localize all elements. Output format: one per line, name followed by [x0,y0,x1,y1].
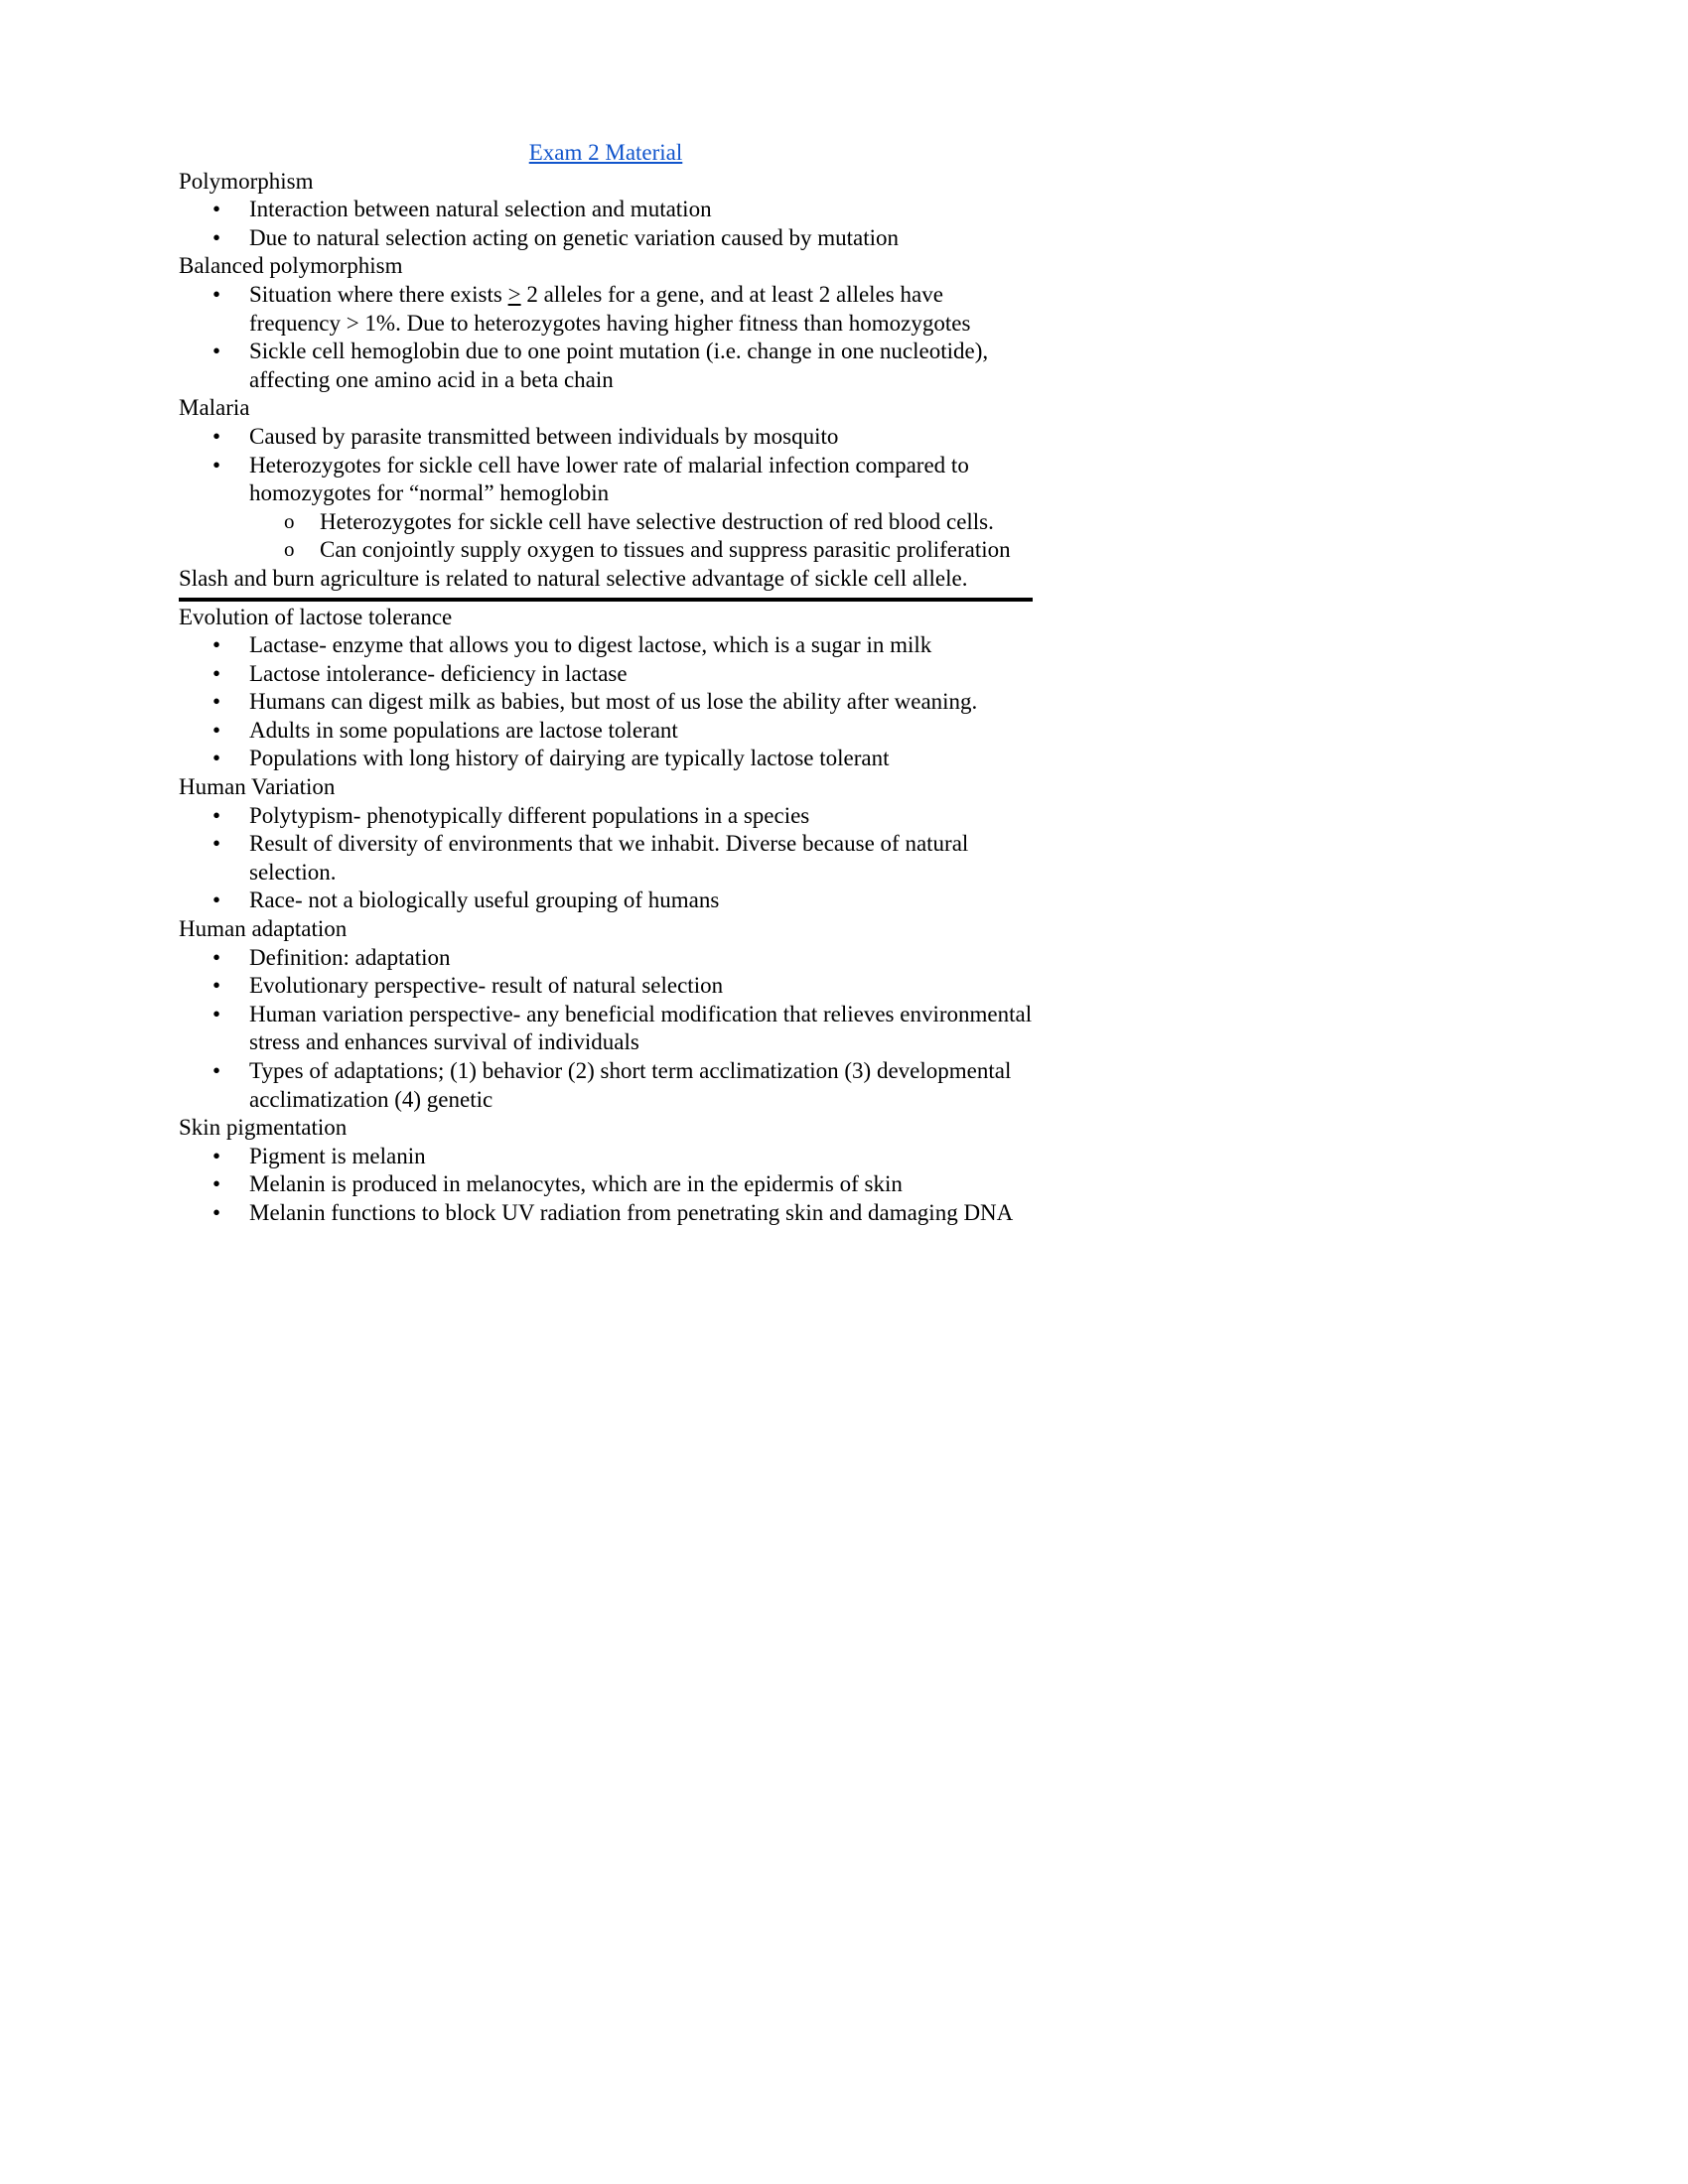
bullet-text [249,282,970,336]
bullet-text: Melanin is produced in melanocytes, which are in the epidermis of skin [249,1171,903,1197]
list-item [179,452,1033,508]
list-item [179,1170,1033,1199]
list-item [179,944,1033,973]
bullet-icon: • [212,197,221,222]
bullet-text: Lactase- enzyme that allows you to digest lactose, which is a sugar in milk [249,632,932,658]
bullet-text: Caused by parasite transmitted between individuals by mosquito [249,423,839,449]
section-heading-polymorphism: Polymorphism [179,168,314,194]
list-item [179,1199,1033,1228]
bullet-text: Interaction between natural selection and mutation [249,197,712,222]
list-item [179,338,1033,394]
bullet-text: Human variation perspective- any beneficial modification that relieves environmental stress and enhances survival of individuals [249,1001,1033,1055]
list-item [179,224,1033,253]
bullet-icon: • [212,973,221,999]
bullet-text-post: 2 alleles for a gene, and at least 2 alleles have frequency > 1%. Due to heterozygotes having higher fitness than homozygotes [249,281,971,336]
list-item [179,1057,1033,1114]
section-heading-malaria: Malaria [179,395,250,421]
bullet-icon: • [212,452,221,478]
list-item [179,196,1033,224]
list-item [179,830,1033,887]
circle-bullet-icon: o [284,508,295,533]
list-item [179,972,1033,1001]
circle-bullet-icon: o [284,537,295,562]
section-divider-line [179,598,1033,602]
bullet-icon: • [212,1001,221,1026]
list-item [179,1143,1033,1171]
sub-list-item [179,508,1033,537]
bullet-text: Race- not a biologically useful grouping of humans [249,887,720,913]
sub-list-item [179,536,1033,565]
list-item [179,802,1033,831]
paragraph-slash-and-burn: Slash and burn agriculture is related to natural selective advantage of sickle cell allele. [179,565,968,591]
section-heading-balanced-polymorphism: Balanced polymorphism [179,253,403,279]
bullet-text: Lactose intolerance- deficiency in lactase [249,660,628,686]
bullet-icon: • [212,887,221,913]
section-heading-human-adaptation: Human adaptation [179,916,348,942]
bullet-icon: • [212,944,221,970]
bullet-text: Pigment is melanin [249,1143,426,1168]
bullet-text: Definition: adaptation [249,944,451,970]
bullet-icon: • [212,224,221,250]
bullet-text: Due to natural selection acting on genetic variation caused by mutation [249,224,900,250]
bullet-icon: • [212,831,221,857]
bullet-icon: • [212,802,221,828]
document-title [179,139,1033,168]
bullet-text: Humans can digest milk as babies, but most of us lose the ability after weaning. [249,689,978,715]
bullet-icon: • [212,632,221,658]
bullet-icon: • [212,746,221,771]
bullet-text: Types of adaptations; (1) behavior (2) short term acclimatization (3) developmental acclimatization (4) genetic [249,1058,1012,1112]
list-item [179,631,1033,660]
bullet-text: Heterozygotes for sickle cell have lower rate of malarial infection compared to homozygotes for “normal” hemoglobin [249,452,969,506]
list-item [179,887,1033,915]
list-item [179,281,1033,338]
bullet-icon: • [212,689,221,715]
sub-bullet-text: Heterozygotes for sickle cell have selective destruction of red blood cells. [320,508,994,534]
bullet-icon: • [212,339,221,364]
bullet-text: Melanin functions to block UV radiation from penetrating skin and damaging DNA [249,1199,1014,1225]
bullet-text: Adults in some populations are lactose tolerant [249,717,678,743]
sub-bullet-text: Can conjointly supply oxygen to tissues and suppress parasitic proliferation [320,537,1011,563]
title-link[interactable]: Exam 2 Material [528,140,683,165]
section-heading-lactose-tolerance: Evolution of lactose tolerance [179,604,453,629]
list-item [179,745,1033,773]
bullet-icon: • [212,423,221,449]
bullet-text: Polytypism- phenotypically different populations in a species [249,802,810,828]
bullet-icon: • [212,1058,221,1083]
list-item [179,717,1033,746]
section-heading-skin-pigmentation: Skin pigmentation [179,1115,348,1141]
bullet-icon: • [212,1199,221,1225]
list-item [179,660,1033,689]
bullet-text: Evolutionary perspective- result of natural selection [249,973,724,999]
bullet-text: Populations with long history of dairying are typically lactose tolerant [249,746,890,771]
bullet-text: Sickle cell hemoglobin due to one point mutation (i.e. change in one nucleotide), affecting one amino acid in a beta chain [249,339,989,392]
bullet-icon: • [212,1143,221,1168]
bullet-icon: • [212,281,221,307]
section-heading-human-variation: Human Variation [179,774,336,800]
bullet-icon: • [212,1171,221,1197]
underlined-gt-symbol: > [507,281,521,307]
bullet-text-pre: Situation where there exists [249,281,508,307]
list-item [179,688,1033,717]
bullet-text: Result of diversity of environments that we inhabit. Diverse because of natural selection. [249,831,969,885]
bullet-icon: • [212,717,221,743]
document-content [179,139,1033,1228]
bullet-icon: • [212,660,221,686]
list-item [179,1001,1033,1057]
list-item [179,423,1033,452]
